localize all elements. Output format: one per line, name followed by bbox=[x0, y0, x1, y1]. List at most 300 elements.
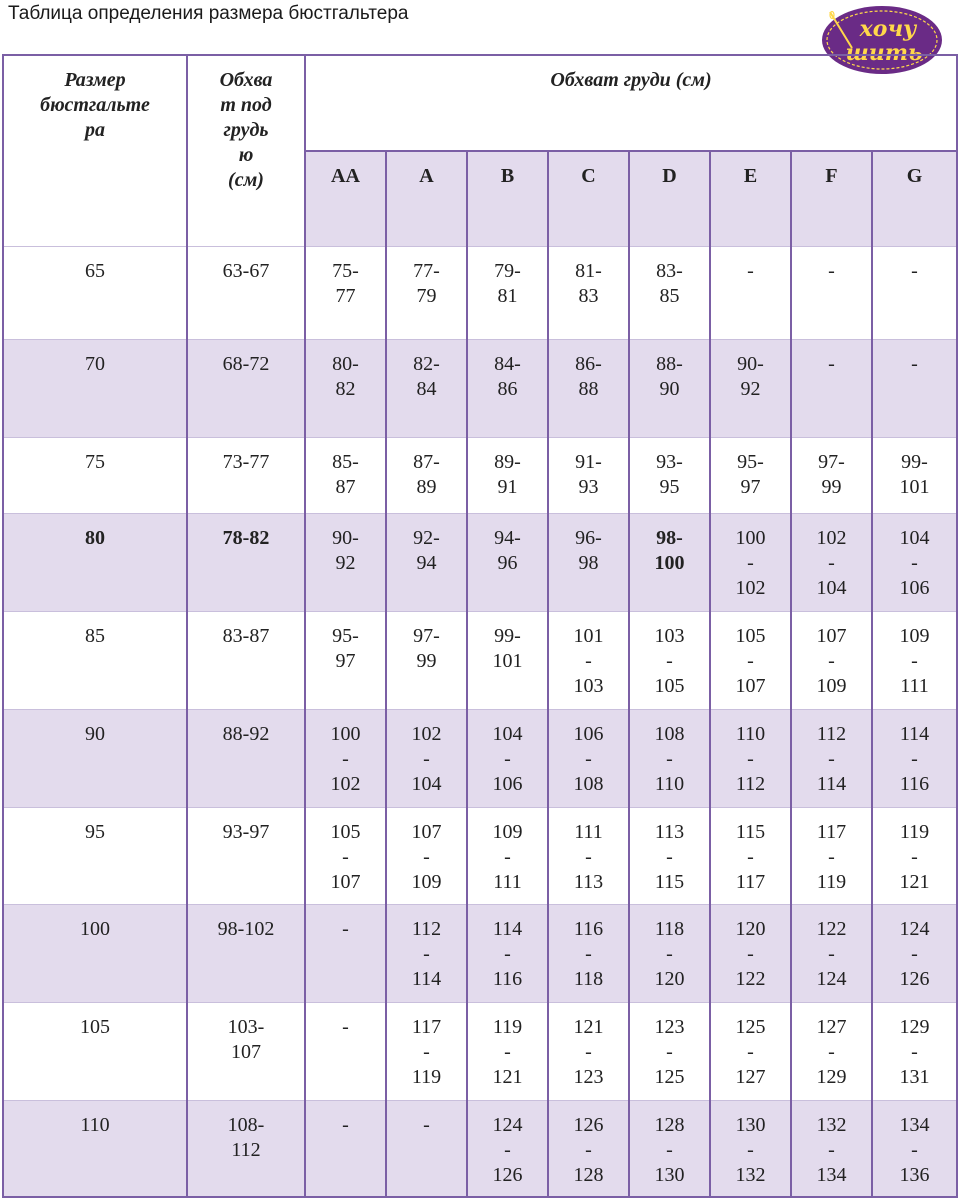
bust-value: 110 bbox=[654, 772, 685, 795]
bust-cell bbox=[791, 437, 872, 513]
bust-cell bbox=[872, 807, 957, 904]
bust-value: 84 bbox=[416, 377, 437, 400]
bust-cell bbox=[548, 513, 629, 611]
bust-value: 117 bbox=[735, 870, 766, 893]
bust-value: 121 bbox=[899, 870, 930, 893]
bust-value: 117 bbox=[816, 820, 847, 843]
bust-value: 108 bbox=[654, 722, 685, 745]
bust-value: 100 bbox=[735, 526, 766, 549]
table-row bbox=[3, 709, 957, 807]
bust-value: 102 bbox=[735, 576, 766, 599]
bust-value: 114 bbox=[899, 722, 930, 745]
header-size: Размер бюстгальте ра bbox=[3, 55, 187, 246]
bust-value: 82- bbox=[413, 352, 440, 375]
cup-header: F bbox=[791, 151, 872, 246]
bust-value: 110 bbox=[735, 722, 766, 745]
bust-cell bbox=[872, 437, 957, 513]
bust-value: 132 bbox=[816, 1113, 847, 1136]
bust-value: - bbox=[828, 259, 835, 282]
bust-value: - bbox=[504, 845, 511, 868]
bust-value: 134 bbox=[816, 1163, 847, 1186]
bust-value: 130 bbox=[654, 1163, 685, 1186]
size-cell: 75 bbox=[3, 437, 187, 513]
bust-cell bbox=[710, 339, 791, 437]
cup-header: B bbox=[467, 151, 548, 246]
bust-value: 94- bbox=[494, 526, 521, 549]
bust-value: - bbox=[828, 551, 835, 574]
bust-value: 111 bbox=[574, 820, 603, 843]
bust-value: 96 bbox=[497, 551, 518, 574]
bust-value: 120 bbox=[654, 967, 685, 990]
bust-value: - bbox=[747, 259, 754, 282]
bust-value: - bbox=[911, 352, 918, 375]
underbust-cell: 78-82 bbox=[187, 513, 305, 611]
bust-cell bbox=[710, 1100, 791, 1197]
bust-value: 101 bbox=[492, 649, 523, 672]
size-cell: 105 bbox=[3, 1002, 187, 1100]
bust-value: 79- bbox=[494, 259, 521, 282]
bust-value: 81 bbox=[497, 284, 518, 307]
bust-value: 121 bbox=[492, 1065, 523, 1088]
bust-value: 90- bbox=[737, 352, 764, 375]
bust-cell bbox=[629, 807, 710, 904]
bust-cell bbox=[791, 246, 872, 339]
bust-cell bbox=[467, 1100, 548, 1197]
bust-value: 83 bbox=[578, 284, 599, 307]
bust-value: - bbox=[747, 747, 754, 770]
bust-value: 75- bbox=[332, 259, 359, 282]
bust-cell bbox=[386, 807, 467, 904]
bust-cell bbox=[629, 246, 710, 339]
bust-value: 120 bbox=[735, 917, 766, 940]
bust-value: 87 bbox=[335, 475, 356, 498]
bust-value: 92 bbox=[335, 551, 356, 574]
header-underbust: Обхва т под грудь ю (см) bbox=[187, 55, 305, 246]
bust-value: - bbox=[828, 352, 835, 375]
bust-cell bbox=[467, 339, 548, 437]
bust-value: 123 bbox=[654, 1015, 685, 1038]
bust-value: - bbox=[342, 1015, 349, 1038]
bust-value: 114 bbox=[492, 917, 523, 940]
bust-value: 115 bbox=[654, 870, 685, 893]
bust-value: - bbox=[747, 1040, 754, 1063]
table-row bbox=[3, 437, 957, 513]
cup-header: E bbox=[710, 151, 791, 246]
bust-value: 85 bbox=[659, 284, 680, 307]
bust-value: 107 bbox=[816, 624, 847, 647]
bust-value: 97 bbox=[335, 649, 356, 672]
bust-value: 112 bbox=[411, 917, 442, 940]
underbust-cell: 88-92 bbox=[187, 709, 305, 807]
bust-value: 121 bbox=[573, 1015, 604, 1038]
bust-value: 119 bbox=[492, 1015, 523, 1038]
logo-text-line1: хочу bbox=[859, 16, 917, 42]
table-row bbox=[3, 807, 957, 904]
bust-cell bbox=[791, 339, 872, 437]
bust-value: - bbox=[747, 649, 754, 672]
table-row bbox=[3, 904, 957, 1002]
bust-value: - bbox=[747, 551, 754, 574]
bust-value: 111 bbox=[900, 674, 929, 697]
bust-value: 90 bbox=[659, 377, 680, 400]
bust-value: 95- bbox=[737, 450, 764, 473]
bust-value: 83- bbox=[656, 259, 683, 282]
bust-value: - bbox=[342, 845, 349, 868]
bust-value: 97- bbox=[818, 450, 845, 473]
bust-cell bbox=[305, 513, 386, 611]
bust-value: 105 bbox=[654, 674, 685, 697]
bust-cell bbox=[710, 807, 791, 904]
bust-value: - bbox=[504, 1138, 511, 1161]
bust-value: 112 bbox=[735, 772, 766, 795]
bust-value: - bbox=[666, 942, 673, 965]
bust-value: 122 bbox=[816, 917, 847, 940]
bust-value: - bbox=[828, 649, 835, 672]
table-row bbox=[3, 611, 957, 709]
bust-value: - bbox=[666, 1138, 673, 1161]
bust-value: 84- bbox=[494, 352, 521, 375]
bust-cell bbox=[872, 1100, 957, 1197]
bust-value: 107 bbox=[411, 820, 442, 843]
size-cell: 90 bbox=[3, 709, 187, 807]
bust-value: - bbox=[585, 942, 592, 965]
bust-cell bbox=[629, 709, 710, 807]
bust-value: - bbox=[585, 747, 592, 770]
bust-cell bbox=[305, 611, 386, 709]
bust-value: 97 bbox=[740, 475, 761, 498]
bust-value: 116 bbox=[492, 967, 523, 990]
bust-cell bbox=[791, 611, 872, 709]
bust-cell bbox=[629, 611, 710, 709]
bust-value: 81- bbox=[575, 259, 602, 282]
bust-cell bbox=[305, 904, 386, 1002]
bust-value: - bbox=[423, 747, 430, 770]
bust-value: 103 bbox=[654, 624, 685, 647]
underbust-cell: 103- 107 bbox=[187, 1002, 305, 1100]
bust-value: - bbox=[423, 942, 430, 965]
bust-value: 126 bbox=[492, 1163, 523, 1186]
bust-cell bbox=[548, 904, 629, 1002]
bust-value: - bbox=[911, 649, 918, 672]
bust-value: 98 bbox=[578, 551, 599, 574]
bust-cell bbox=[386, 246, 467, 339]
bust-value: 91 bbox=[497, 475, 518, 498]
bust-value: - bbox=[666, 649, 673, 672]
bust-value: - bbox=[585, 845, 592, 868]
bust-value: 118 bbox=[654, 917, 685, 940]
bust-value: 127 bbox=[735, 1065, 766, 1088]
bust-value: - bbox=[423, 845, 430, 868]
bust-cell bbox=[305, 1100, 386, 1197]
bust-value: 101 bbox=[899, 475, 930, 498]
header-bust-group: Обхват груди (см) bbox=[305, 55, 957, 151]
bust-value: 104 bbox=[492, 722, 523, 745]
bust-value: 86- bbox=[575, 352, 602, 375]
bust-value: 102 bbox=[330, 772, 361, 795]
bust-value: - bbox=[666, 1040, 673, 1063]
size-cell: 95 bbox=[3, 807, 187, 904]
bust-value: 99 bbox=[416, 649, 437, 672]
bust-cell bbox=[386, 904, 467, 1002]
bust-cell bbox=[791, 709, 872, 807]
bust-value: 95- bbox=[332, 624, 359, 647]
bust-cell bbox=[791, 807, 872, 904]
bust-value: 106 bbox=[573, 722, 604, 745]
bust-value: 134 bbox=[899, 1113, 930, 1136]
table-row bbox=[3, 246, 957, 339]
bust-value: 90- bbox=[332, 526, 359, 549]
bust-value: 127 bbox=[816, 1015, 847, 1038]
bust-value: - bbox=[911, 942, 918, 965]
bust-value: 101 bbox=[573, 624, 604, 647]
bust-value: - bbox=[828, 845, 835, 868]
bust-cell bbox=[872, 904, 957, 1002]
bust-value: - bbox=[423, 1113, 430, 1136]
bust-value: - bbox=[911, 845, 918, 868]
bust-value: - bbox=[342, 1113, 349, 1136]
bust-cell bbox=[710, 246, 791, 339]
bust-cell bbox=[629, 904, 710, 1002]
bust-value: 98- bbox=[656, 526, 683, 549]
bust-value: 77 bbox=[335, 284, 356, 307]
bust-value: 91- bbox=[575, 450, 602, 473]
bust-value: - bbox=[504, 942, 511, 965]
bust-value: - bbox=[585, 649, 592, 672]
table-row bbox=[3, 1100, 957, 1197]
bust-cell bbox=[710, 904, 791, 1002]
bust-value: - bbox=[747, 942, 754, 965]
bust-value: 124 bbox=[816, 967, 847, 990]
bust-cell bbox=[710, 513, 791, 611]
size-cell: 70 bbox=[3, 339, 187, 437]
bust-value: 77- bbox=[413, 259, 440, 282]
bust-cell bbox=[872, 611, 957, 709]
bust-value: 130 bbox=[735, 1113, 766, 1136]
size-cell: 80 bbox=[3, 513, 187, 611]
page-title: Таблица определения размера бюстгальтера bbox=[8, 3, 409, 24]
bust-cell bbox=[548, 611, 629, 709]
bust-value: - bbox=[342, 747, 349, 770]
bust-value: 126 bbox=[899, 967, 930, 990]
bust-value: 116 bbox=[573, 917, 604, 940]
bust-value: 109 bbox=[492, 820, 523, 843]
bust-value: 125 bbox=[654, 1065, 685, 1088]
bust-cell bbox=[548, 339, 629, 437]
bust-value: 104 bbox=[411, 772, 442, 795]
bust-value: - bbox=[747, 1138, 754, 1161]
bust-value: 87- bbox=[413, 450, 440, 473]
bust-value: 106 bbox=[492, 772, 523, 795]
bust-value: 85- bbox=[332, 450, 359, 473]
bust-value: 108 bbox=[573, 772, 604, 795]
bust-cell bbox=[467, 709, 548, 807]
bust-value: 96- bbox=[575, 526, 602, 549]
bust-cell bbox=[548, 1002, 629, 1100]
bust-cell bbox=[467, 513, 548, 611]
bust-cell bbox=[548, 1100, 629, 1197]
bust-cell bbox=[305, 807, 386, 904]
cup-header: C bbox=[548, 151, 629, 246]
bust-value: - bbox=[911, 551, 918, 574]
bust-value: - bbox=[911, 1138, 918, 1161]
bust-cell bbox=[872, 513, 957, 611]
bust-value: 88 bbox=[578, 377, 599, 400]
bust-value: 82 bbox=[335, 377, 356, 400]
bust-cell bbox=[548, 437, 629, 513]
bust-cell bbox=[791, 1100, 872, 1197]
bust-value: 99 bbox=[821, 475, 842, 498]
bust-cell bbox=[467, 807, 548, 904]
bust-value: 113 bbox=[654, 820, 685, 843]
bust-cell bbox=[791, 513, 872, 611]
size-cell: 110 bbox=[3, 1100, 187, 1197]
bust-cell bbox=[305, 339, 386, 437]
size-cell: 85 bbox=[3, 611, 187, 709]
bust-value: 100 bbox=[330, 722, 361, 745]
underbust-cell: 63-67 bbox=[187, 246, 305, 339]
bust-value: - bbox=[585, 1138, 592, 1161]
bust-cell bbox=[710, 437, 791, 513]
bust-value: 95 bbox=[659, 475, 680, 498]
bust-value: - bbox=[828, 747, 835, 770]
bust-cell bbox=[467, 611, 548, 709]
cup-header: AA bbox=[305, 151, 386, 246]
bust-value: 94 bbox=[416, 551, 437, 574]
bust-cell bbox=[710, 1002, 791, 1100]
table-row bbox=[3, 513, 957, 611]
bust-value: - bbox=[911, 747, 918, 770]
bust-value: 109 bbox=[411, 870, 442, 893]
bust-cell bbox=[872, 339, 957, 437]
bust-value: 89 bbox=[416, 475, 437, 498]
bust-value: 107 bbox=[330, 870, 361, 893]
bust-cell bbox=[467, 246, 548, 339]
bust-cell bbox=[872, 709, 957, 807]
bust-value: 102 bbox=[816, 526, 847, 549]
bust-value: 112 bbox=[816, 722, 847, 745]
bust-cell bbox=[710, 709, 791, 807]
bust-value: 118 bbox=[573, 967, 604, 990]
bust-cell bbox=[872, 246, 957, 339]
bust-value: 89- bbox=[494, 450, 521, 473]
bust-value: - bbox=[666, 747, 673, 770]
bust-value: 92 bbox=[740, 377, 761, 400]
bust-cell bbox=[629, 437, 710, 513]
bust-value: 119 bbox=[899, 820, 930, 843]
bust-value: 123 bbox=[573, 1065, 604, 1088]
cup-header: A bbox=[386, 151, 467, 246]
bust-value: 80- bbox=[332, 352, 359, 375]
bust-cell bbox=[386, 437, 467, 513]
table-row bbox=[3, 339, 957, 437]
bust-value: 136 bbox=[899, 1163, 930, 1186]
bust-value: 115 bbox=[735, 820, 766, 843]
bust-value: 93- bbox=[656, 450, 683, 473]
bust-cell bbox=[386, 339, 467, 437]
bust-value: 119 bbox=[816, 870, 847, 893]
bust-value: 104 bbox=[816, 576, 847, 599]
bust-value: - bbox=[666, 845, 673, 868]
bust-value: 124 bbox=[492, 1113, 523, 1136]
bust-value: 79 bbox=[416, 284, 437, 307]
bust-cell bbox=[467, 1002, 548, 1100]
bust-cell bbox=[710, 611, 791, 709]
bust-value: 131 bbox=[899, 1065, 930, 1088]
underbust-cell: 83-87 bbox=[187, 611, 305, 709]
bust-value: - bbox=[747, 845, 754, 868]
bust-value: 105 bbox=[735, 624, 766, 647]
bust-value: 125 bbox=[735, 1015, 766, 1038]
logo-text-line2: шить bbox=[845, 40, 923, 66]
bust-value: - bbox=[828, 1138, 835, 1161]
bust-value: 129 bbox=[899, 1015, 930, 1038]
bust-cell bbox=[305, 437, 386, 513]
underbust-cell: 68-72 bbox=[187, 339, 305, 437]
bust-value: 119 bbox=[411, 1065, 442, 1088]
bust-value: - bbox=[911, 259, 918, 282]
bust-value: - bbox=[504, 747, 511, 770]
bust-value: 86 bbox=[497, 377, 518, 400]
bust-cell bbox=[305, 1002, 386, 1100]
bust-value: 102 bbox=[411, 722, 442, 745]
bust-cell bbox=[629, 513, 710, 611]
bust-value: - bbox=[423, 1040, 430, 1063]
bust-cell bbox=[548, 709, 629, 807]
bust-value: 117 bbox=[411, 1015, 442, 1038]
bust-value: 104 bbox=[899, 526, 930, 549]
bust-value: 124 bbox=[899, 917, 930, 940]
bust-value: 128 bbox=[573, 1163, 604, 1186]
size-cell: 65 bbox=[3, 246, 187, 339]
bust-value: 106 bbox=[899, 576, 930, 599]
bust-value: 105 bbox=[330, 820, 361, 843]
bust-value: 103 bbox=[573, 674, 604, 697]
bust-value: 107 bbox=[735, 674, 766, 697]
bust-value: 92- bbox=[413, 526, 440, 549]
underbust-cell: 93-97 bbox=[187, 807, 305, 904]
bust-value: 132 bbox=[735, 1163, 766, 1186]
bust-cell bbox=[386, 1100, 467, 1197]
bust-cell bbox=[872, 1002, 957, 1100]
bust-cell bbox=[386, 1002, 467, 1100]
bust-value: - bbox=[585, 1040, 592, 1063]
bust-value: - bbox=[911, 1040, 918, 1063]
cup-header: G bbox=[872, 151, 957, 246]
bust-value: 122 bbox=[735, 967, 766, 990]
bust-value: 111 bbox=[493, 870, 522, 893]
underbust-cell: 98-102 bbox=[187, 904, 305, 1002]
bust-value: - bbox=[504, 1040, 511, 1063]
bra-size-table bbox=[2, 54, 958, 1198]
bust-value: 129 bbox=[816, 1065, 847, 1088]
bust-cell bbox=[791, 904, 872, 1002]
bust-value: 93 bbox=[578, 475, 599, 498]
bust-value: 114 bbox=[816, 772, 847, 795]
bust-cell bbox=[386, 611, 467, 709]
bust-cell bbox=[467, 437, 548, 513]
bust-cell bbox=[386, 709, 467, 807]
bust-cell bbox=[629, 1002, 710, 1100]
bust-value: 109 bbox=[899, 624, 930, 647]
bust-cell bbox=[548, 246, 629, 339]
bust-value: 88- bbox=[656, 352, 683, 375]
bust-cell bbox=[629, 1100, 710, 1197]
underbust-cell: 108- 112 bbox=[187, 1100, 305, 1197]
bust-value: 126 bbox=[573, 1113, 604, 1136]
bust-value: 116 bbox=[899, 772, 930, 795]
bust-value: 99- bbox=[494, 624, 521, 647]
bust-cell bbox=[791, 1002, 872, 1100]
